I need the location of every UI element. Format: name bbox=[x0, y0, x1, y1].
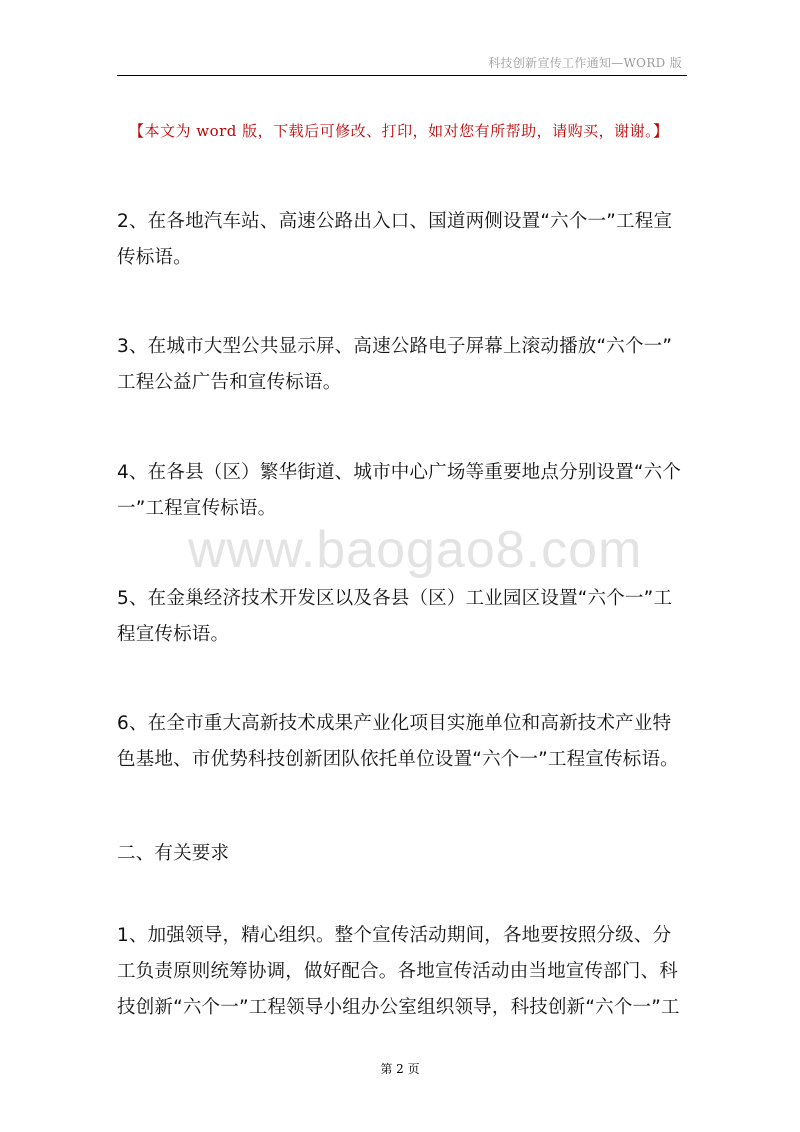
paragraph-item-4: 4、在各县（区）繁华街道、城市中心广场等重要地点分别设置“六个 一”工程宣传标语。 bbox=[117, 462, 682, 519]
section-heading-requirements: 二、有关要求 bbox=[117, 843, 230, 864]
paragraph-item-2: 2、在各地汽车站、高速公路出入口、国道两侧设置“六个一”工程宣 传标语。 bbox=[117, 211, 673, 268]
header-divider bbox=[117, 75, 687, 76]
paragraph-item-3: 3、在城市大型公共显示屏、高速公路电子屏幕上滚动播放“六个一” 工程公益广告和宣传标语。 bbox=[117, 336, 673, 393]
download-notice: 【本文为 word 版，下载后可修改、打印，如对您有所帮助，请购买，谢谢。】 bbox=[129, 122, 669, 140]
running-header-title: 科技创新宣传工作通知—WORD 版 bbox=[488, 56, 682, 70]
paragraph-item-6: 6、在全市重大高新技术成果产业化项目实施单位和高新技术产业特 色基地、市优势科技创新团队依托单位设置“六个一”工程宣传标语。 bbox=[117, 713, 679, 770]
site-watermark: www.baogao8.com bbox=[188, 521, 643, 579]
paragraph-item-5: 5、在金巢经济技术开发区以及各县（区）工业园区设置“六个一”工 程宣传标语。 bbox=[117, 588, 673, 645]
page-number: 第 2 页 bbox=[380, 1062, 420, 1076]
paragraph-requirement-1: 1、加强领导，精心组织。整个宣传活动期间，各地要按照分级、分 工负责原则统筹协调，做好配合。各地宣传活动由当地宣传部门、科 技创新“六个一”工程领导小组办公室组织领导，科技创新“六个一”工 bbox=[117, 925, 680, 1018]
